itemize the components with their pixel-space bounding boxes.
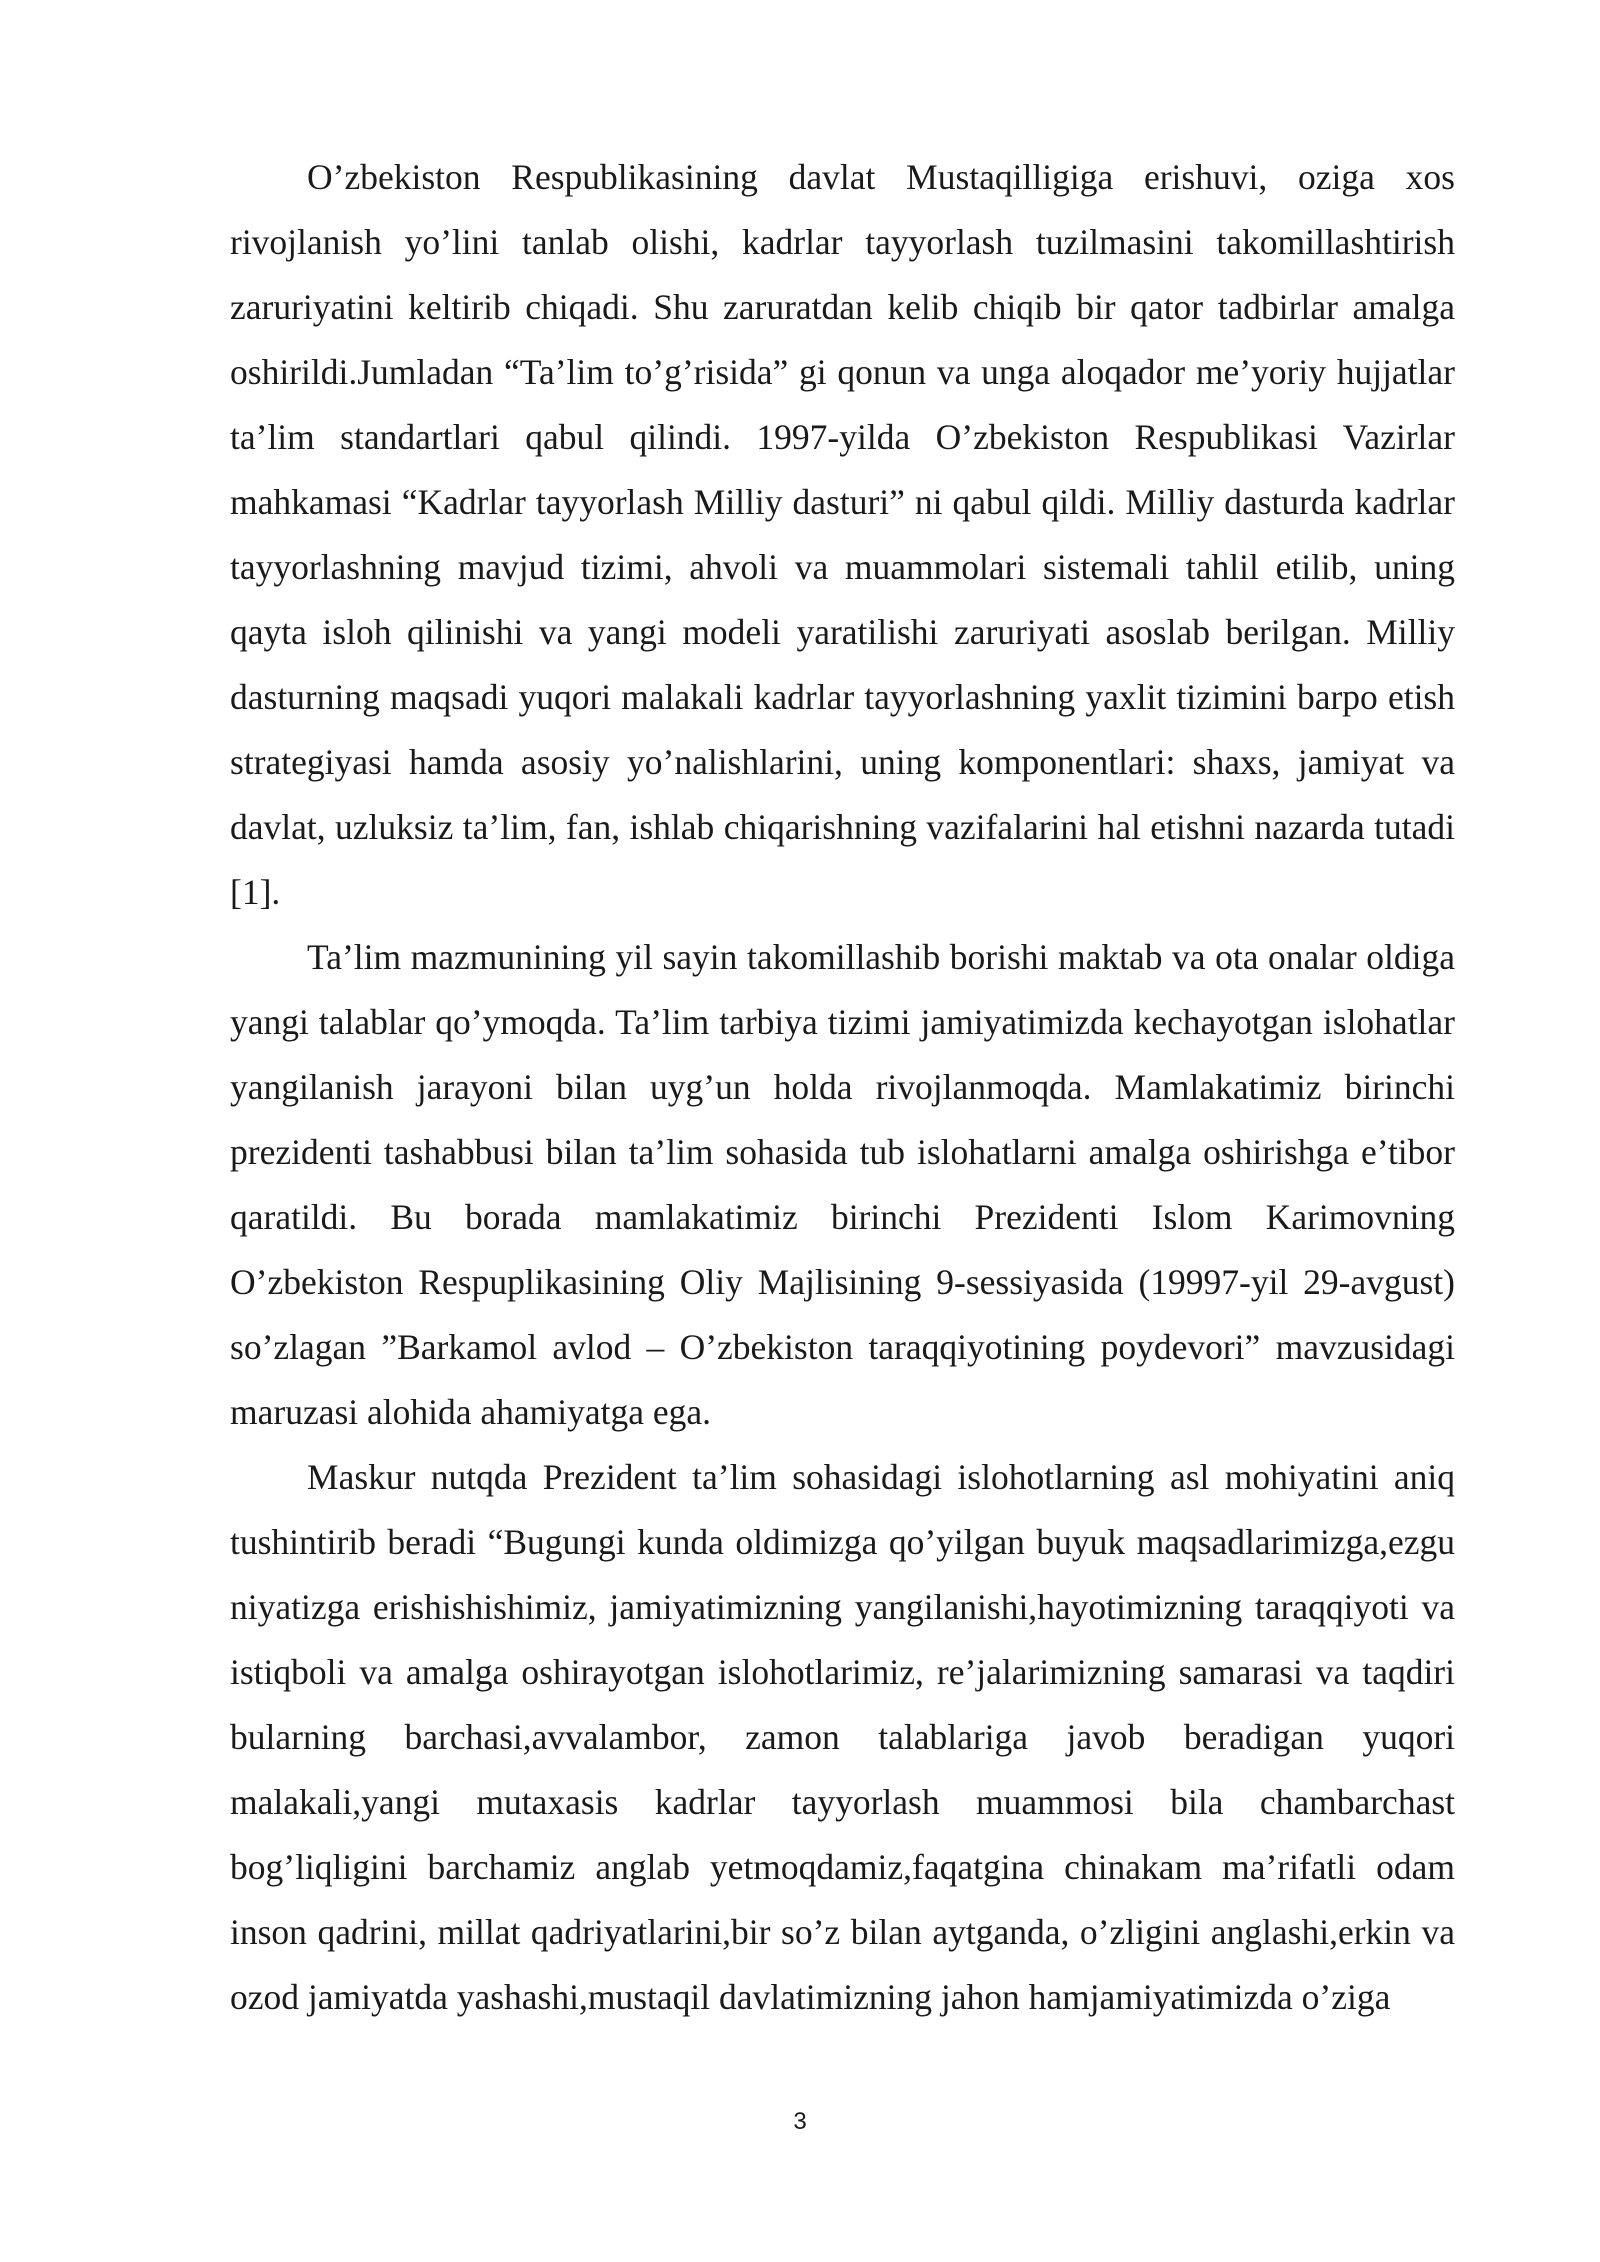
page-number: 3 (793, 2108, 807, 2135)
paragraph-1: O’zbekiston Respublikasining davlat Mustaqilligiga erishuvi, oziga xos rivojlanish yo’lini tanlab olishi, kadrlar tayyorlash tuzilmasini takomillashtirish zaruriyatini keltirib chiqadi. Shu zaruratdan kelib chiqib bir qator tadbirlar amalga oshirildi.Jumladan “Ta’lim to’g’risida” gi qonun va unga aloqador me’yoriy hujjatlar ta’lim standartlari qabul qilindi. 1997-yilda O’zbekiston Respublikasi Vazirlar mahkamasi “Kadrlar tayyorlash Milliy dasturi” ni qabul qildi. Milliy dasturda kadrlar tayyorlashning mavjud tizimi, ahvoli va muammolari sistemali tahlil etilib, uning qayta isloh qilinishi va yangi modeli yaratilishi zaruriyati asoslab berilgan. Milliy dasturning maqsadi yuqori malakali kadrlar tayyorlashning yaxlit tizimini barpo etish strategiyasi hamda asosiy yo’nalishlarini, uning komponentlari: shaxs, jamiyat va davlat, uzluksiz ta’lim, fan, ishlab chiqarishning vazifalarini hal etishni nazarda tutadi [1]. (230, 157, 1455, 912)
paragraph-2: Ta’lim mazmunining yil sayin takomillashib borishi maktab va ota onalar oldiga yangi talablar qo’ymoqda. Ta’lim tarbiya tizimi jamiyatimizda kechayotgan islohatlar yangilanish jarayoni bilan uyg’un holda rivojlanmoqda. Mamlakatimiz birinchi prezidenti tashabbusi bilan ta’lim sohasida tub islohatlarni amalga oshirishga e’tibor qaratildi. Bu borada mamlakatimiz birinchi Prezidenti Islom Karimovning O’zbekiston Respuplikasining Oliy Majlisining 9-sessiyasida (19997-yil 29-avgust) so’zlagan ”Barkamol avlod – O’zbekiston taraqqiyotining poydevori” mavzusidagi maruzasi alohida ahamiyatga ega. (230, 937, 1455, 1432)
document-body (230, 145, 1455, 2030)
paragraph-3: Maskur nutqda Prezident ta’lim sohasidagi islohotlarning asl mohiyatini aniq tushintirib beradi “Bugungi kunda oldimizga qo’yilgan buyuk maqsadlarimizga,ezgu niyatizga erishishishimiz, jamiyatimizning yangilanishi,hayotimizning taraqqiyoti va istiqboli va amalga oshirayotgan islohotlarimiz, re’jalarimizning samarasi va taqdiri bularning barchasi,avvalambor, zamon talablariga javob beradigan yuqori malakali,yangi mutaxasis kadrlar tayyorlash muammosi bila chambarchast bog’liqligini barchamiz anglab yetmoqdamiz,faqatgina chinakam ma’rifatli odam inson qadrini, millat qadriyatlarini,bir so’z bilan aytganda, o’zligini anglashi,erkin va ozod jamiyatda yashashi,mustaqil davlatimizning jahon hamjamiyatimizda o’ziga (230, 1457, 1455, 2017)
